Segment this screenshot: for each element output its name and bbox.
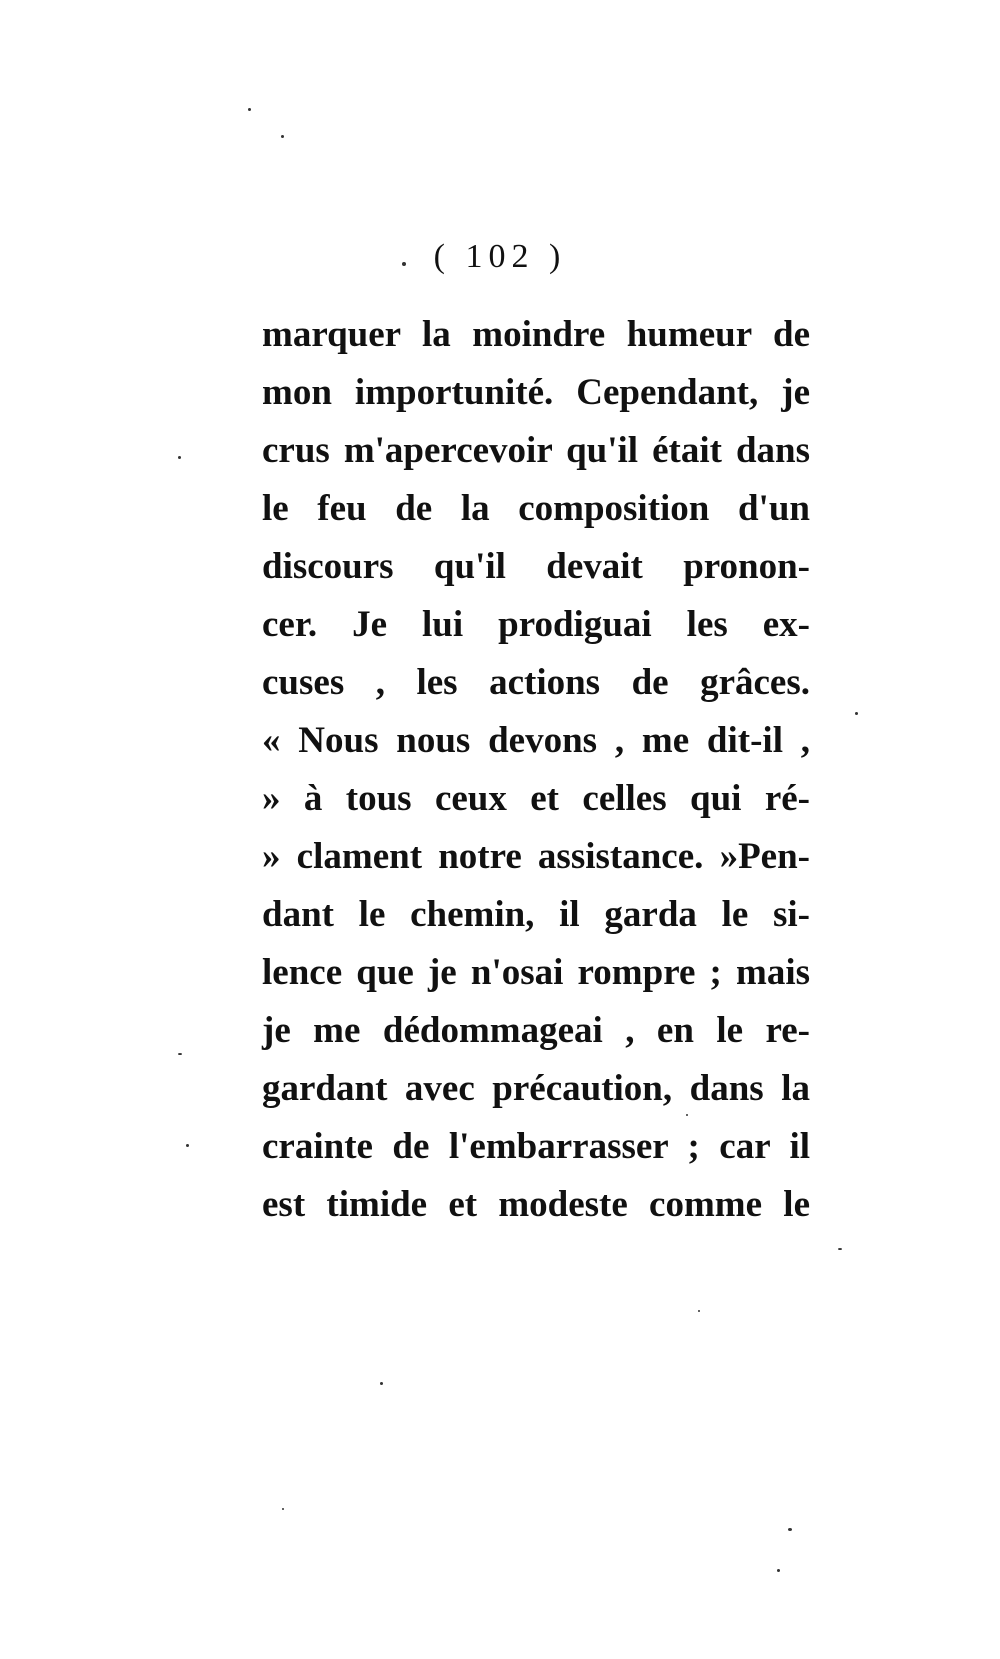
- body-text: [262, 306, 810, 1234]
- scan-speck: [855, 712, 858, 715]
- scan-speck: [698, 1310, 700, 1312]
- scan-speck: [281, 135, 284, 138]
- scan-speck: [178, 456, 181, 459]
- text-line: » clament notre assistance. »Pen-: [262, 836, 810, 877]
- text-line: marquer la moindre humeur de: [262, 314, 810, 355]
- scan-speck: [186, 1144, 189, 1147]
- text-line: crainte de l'embarrasser ; car il: [262, 1126, 810, 1167]
- text-line: le feu de la composition d'un: [262, 488, 810, 529]
- text-line: gardant avec précaution, dans la: [262, 1068, 810, 1109]
- scan-speck: [380, 1382, 383, 1385]
- text-line: est timide et modeste comme le: [262, 1184, 810, 1225]
- scan-speck: [788, 1528, 792, 1531]
- scan-speck: [777, 1569, 780, 1572]
- text-line: » à tous ceux et celles qui ré-: [262, 778, 810, 819]
- text-line: mon importunité. Cependant, je: [262, 372, 810, 413]
- text-line: dant le chemin, il garda le si-: [262, 894, 810, 935]
- page-number: ( 102 ): [433, 238, 567, 275]
- text-line: lence que je n'osai rompre ; mais: [262, 952, 810, 993]
- scan-speck: [838, 1248, 842, 1250]
- scan-speck: [282, 1508, 284, 1510]
- text-line: « Nous nous devons , me dit-il ,: [262, 720, 810, 761]
- text-line: je me dédommageai , en le re-: [262, 1010, 810, 1051]
- scan-speck: [178, 1053, 182, 1055]
- scan-speck: [248, 108, 251, 111]
- text-line: cer. Je lui prodiguai les ex-: [262, 604, 810, 645]
- text-line: cuses , les actions de grâces.: [262, 662, 810, 703]
- scan-speck: [402, 262, 406, 266]
- scan-speck: [686, 1114, 688, 1116]
- text-line: crus m'apercevoir qu'il était dans: [262, 430, 810, 471]
- text-line: discours qu'il devait pronon-: [262, 546, 810, 587]
